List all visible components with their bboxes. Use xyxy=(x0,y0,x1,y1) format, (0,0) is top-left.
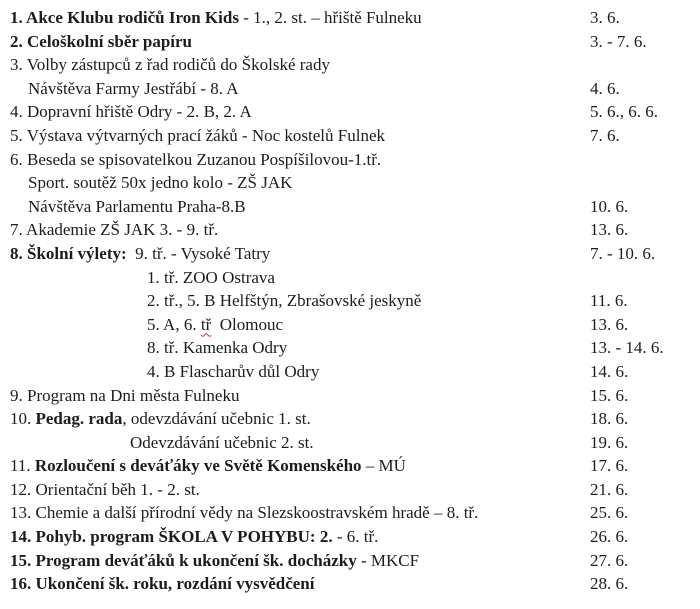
event-date: 19. 6. xyxy=(590,432,629,452)
event-text: 5. Výstava výtvarných prací žáků - Noc kostelů Fulnek xyxy=(10,125,386,145)
event-row xyxy=(0,30,700,54)
event-date: 28. 6. xyxy=(590,574,629,594)
event-row xyxy=(0,431,700,455)
event-date: 3. 6. xyxy=(590,8,620,27)
event-date: 5. 6., 6. 6. xyxy=(590,102,658,122)
event-text: Odevzdávání učebnic 2. st. xyxy=(130,432,314,452)
event-date: 10. 6. xyxy=(590,196,629,216)
event-row xyxy=(0,124,700,148)
event-row xyxy=(0,195,700,219)
event-row xyxy=(0,454,700,478)
event-text: 8. Školní výlety: xyxy=(10,243,127,263)
event-row xyxy=(0,549,700,573)
event-text: Pedag. rada xyxy=(35,409,123,429)
event-row xyxy=(0,313,700,337)
event-row xyxy=(0,478,700,502)
event-row xyxy=(0,501,700,525)
event-text: 13. Chemie a další přírodní vědy na Slezskoostravském hradě – 8. tř. xyxy=(10,503,479,523)
event-row xyxy=(0,384,700,408)
event-text: 1. Akce Klubu rodičů Iron Kids xyxy=(10,8,239,27)
event-text: 2. Celoškolní sběr papíru xyxy=(10,31,193,51)
event-text: 15. Program deváťáků k ukončení šk. docházky xyxy=(10,550,357,570)
event-row xyxy=(0,148,700,172)
event-date: 14. 6. xyxy=(590,361,629,381)
event-row xyxy=(0,572,700,596)
event-text: 6. Beseda se spisovatelkou Zuzanou Pospíšilovou-1.tř. xyxy=(10,149,382,169)
event-text: - 1., 2. st. – hřiště Fulneku xyxy=(238,8,422,27)
event-date: 26. 6. xyxy=(590,527,629,547)
event-text: , odevzdávání učebnic 1. st. xyxy=(122,409,311,429)
event-text: - 6. tř. xyxy=(332,527,379,547)
event-date: 18. 6. xyxy=(590,409,629,429)
event-text: 10. xyxy=(10,409,36,429)
event-text: 4. B Flascharův důl Odry xyxy=(147,361,320,381)
event-text: – MÚ xyxy=(365,456,406,476)
event-date: 13. 6. xyxy=(590,220,629,240)
event-row xyxy=(0,77,700,101)
event-text: 9. tř. - Vysoké Tatry xyxy=(126,243,271,263)
event-date: 25. 6. xyxy=(590,503,629,523)
event-date: 11. 6. xyxy=(590,291,628,311)
event-row xyxy=(0,289,700,313)
event-text: Návštěva Farmy Jestřábí - 8. A xyxy=(28,78,239,98)
event-text: 16. Ukončení šk. roku, rozdání vysvědčení xyxy=(10,574,315,594)
event-row xyxy=(0,360,700,384)
event-text: Olomouc xyxy=(211,314,284,334)
event-date: 4. 6. xyxy=(590,78,620,98)
event-row xyxy=(0,336,700,360)
event-text: 2. tř., 5. B Helfštýn, Zbrašovské jeskyně xyxy=(147,291,422,311)
event-text: Rozloučení s deváťáky ve Světě Komenského xyxy=(34,456,366,476)
event-row xyxy=(0,218,700,242)
event-row xyxy=(0,100,700,124)
event-row xyxy=(0,242,700,266)
event-text: 9. Program na Dni města Fulneku xyxy=(10,385,240,405)
event-row xyxy=(0,6,700,30)
event-row xyxy=(0,53,700,77)
event-text: 14. Pohyb. program ŠKOLA V POHYBU: 2. xyxy=(10,527,333,547)
event-date: 13. - 14. 6. xyxy=(590,338,664,358)
event-date: 7. - 10. 6. xyxy=(590,243,656,263)
event-text: 7. Akademie ZŠ JAK 3. - 9. tř. xyxy=(10,220,219,240)
event-text: 8. tř. Kamenka Odry xyxy=(147,338,288,358)
event-text: Návštěva Parlamentu Praha-8.B xyxy=(28,196,246,216)
event-date: 15. 6. xyxy=(590,385,629,405)
event-text: 3. Volby zástupců z řad rodičů do Školské rady xyxy=(10,55,330,75)
event-text: 12. Orientační běh 1. - 2. st. xyxy=(10,479,200,499)
event-row xyxy=(0,171,700,195)
event-date: 13. 6. xyxy=(590,314,629,334)
event-text: 4. Dopravní hřiště Odry - 2. B, 2. A xyxy=(10,102,252,122)
event-row xyxy=(0,407,700,431)
event-text: Sport. soutěž 50x jedno kolo - ZŠ JAK xyxy=(28,173,293,193)
event-text-misspelled: tř xyxy=(200,314,212,334)
event-text: 11. xyxy=(10,456,35,476)
event-row xyxy=(0,266,700,290)
event-text: 5. A, 6. xyxy=(147,314,201,334)
event-date: 17. 6. xyxy=(590,456,629,476)
event-text: - MKCF xyxy=(356,550,420,570)
event-date: 7. 6. xyxy=(590,125,620,145)
event-text: 1. tř. ZOO Ostrava xyxy=(147,267,275,287)
event-date: 3. - 7. 6. xyxy=(590,31,647,51)
event-row xyxy=(0,525,700,549)
event-date: 27. 6. xyxy=(590,550,629,570)
event-date: 21. 6. xyxy=(590,479,629,499)
